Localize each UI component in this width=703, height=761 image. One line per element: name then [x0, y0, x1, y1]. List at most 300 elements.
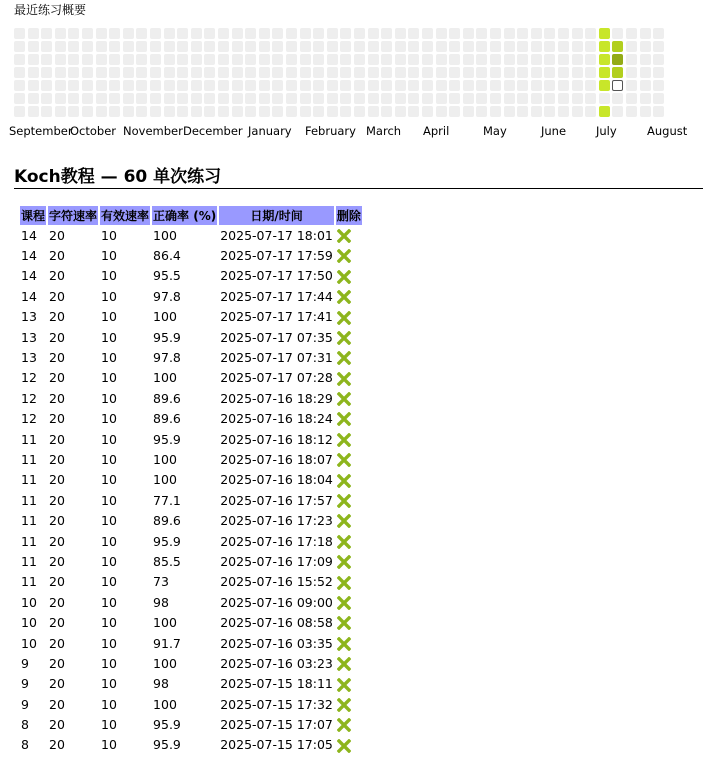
heatmap-day: [272, 106, 283, 117]
heatmap-day: [232, 106, 243, 117]
heatmap-day: [123, 67, 134, 78]
delete-x-icon[interactable]: [337, 453, 351, 467]
table-row: [20, 714, 362, 734]
heatmap-day: [531, 28, 542, 39]
heatmap-day: [395, 106, 406, 117]
heatmap-day: [96, 80, 107, 91]
heatmap-day: [68, 93, 79, 104]
delete-x-icon[interactable]: [337, 433, 351, 447]
heatmap-day: [408, 106, 419, 117]
cell-effective-speed: 10: [101, 370, 117, 386]
heatmap-day: [490, 54, 501, 65]
delete-x-icon[interactable]: [337, 657, 351, 671]
heatmap-day: [517, 93, 528, 104]
cell-char-speed: 20: [49, 451, 65, 467]
heatmap-day: [368, 67, 379, 78]
cell-lesson: 12: [21, 411, 37, 427]
cell-accuracy: 98: [153, 594, 169, 610]
heatmap-day: [368, 106, 379, 117]
heatmap-day: [313, 93, 324, 104]
heatmap-day: [585, 93, 596, 104]
heatmap-day: [68, 41, 79, 52]
heatmap-day: [517, 28, 528, 39]
cell-lesson: 11: [21, 574, 37, 590]
heatmap-day: [449, 67, 460, 78]
heatmap-day: [28, 28, 39, 39]
heatmap-day: [640, 106, 651, 117]
cell-effective-speed: 10: [101, 615, 117, 631]
heatmap-day: [422, 41, 433, 52]
heatmap-day: [218, 41, 229, 52]
heatmap-day: [626, 41, 637, 52]
heatmap-day: [504, 41, 515, 52]
delete-x-icon[interactable]: [337, 270, 351, 284]
cell-char-speed: 20: [49, 431, 65, 447]
month-label: October: [70, 124, 117, 138]
heatmap-day: [476, 28, 487, 39]
heatmap-day: [517, 41, 528, 52]
cell-accuracy: 95.9: [153, 533, 181, 549]
cell-char-speed: 20: [49, 696, 65, 712]
heatmap-day: [14, 28, 25, 39]
delete-x-icon[interactable]: [337, 637, 351, 651]
cell-char-speed: 20: [49, 350, 65, 366]
heatmap-day: [245, 93, 256, 104]
heatmap-day: [490, 41, 501, 52]
cell-accuracy: 95.5: [153, 268, 181, 284]
heatmap-day: [626, 67, 637, 78]
heatmap-day: [28, 106, 39, 117]
heatmap-day: [558, 106, 569, 117]
heatmap-day: [164, 41, 175, 52]
heatmap-day: [640, 67, 651, 78]
cell-effective-speed: 10: [101, 451, 117, 467]
delete-x-icon[interactable]: [337, 290, 351, 304]
heatmap-day: [653, 41, 664, 52]
cell-accuracy: 89.6: [153, 411, 181, 427]
cell-accuracy: 77.1: [153, 492, 181, 508]
heatmap-day: [41, 28, 52, 39]
delete-x-icon[interactable]: [337, 698, 351, 712]
heatmap-day: [68, 54, 79, 65]
table-row: [20, 388, 362, 408]
table-row: [20, 470, 362, 490]
delete-x-icon[interactable]: [337, 372, 351, 386]
cell-datetime: 2025-07-16 08:58: [220, 615, 333, 631]
delete-cell: [336, 347, 362, 367]
table-header-row: [20, 206, 362, 225]
heatmap-day: [245, 80, 256, 91]
heatmap-day: [354, 54, 365, 65]
heatmap-day: [422, 67, 433, 78]
cell-accuracy: 97.8: [153, 350, 181, 366]
heatmap-day: [259, 106, 270, 117]
heatmap-day: [272, 67, 283, 78]
delete-x-icon[interactable]: [337, 392, 351, 406]
heatmap-day: [96, 67, 107, 78]
practice-summary-title: 最近练习概要: [14, 3, 87, 17]
cell-datetime: 2025-07-17 07:28: [220, 370, 333, 386]
delete-x-icon[interactable]: [337, 249, 351, 263]
heatmap-day: [640, 80, 651, 91]
heatmap-day: [354, 67, 365, 78]
heatmap-day: [585, 28, 596, 39]
cell-char-speed: 20: [49, 248, 65, 264]
heatmap-day: [300, 41, 311, 52]
cell-effective-speed: 10: [101, 594, 117, 610]
heatmap-day: [653, 54, 664, 65]
cell-accuracy: 73: [153, 574, 169, 590]
heatmap-day-active: [612, 54, 623, 65]
heatmap-day: [300, 28, 311, 39]
heatmap-day: [395, 67, 406, 78]
cell-char-speed: 20: [49, 288, 65, 304]
heatmap-month-labels: [0, 124, 703, 140]
practice-log-table: [18, 206, 364, 755]
table-row: [20, 245, 362, 265]
heatmap-day-active: [599, 106, 610, 117]
cell-accuracy: 100: [153, 451, 177, 467]
heatmap-day: [463, 93, 474, 104]
heatmap-day: [204, 28, 215, 39]
heatmap-day: [123, 106, 134, 117]
delete-cell: [336, 368, 362, 388]
delete-x-icon[interactable]: [337, 412, 351, 426]
heatmap-day: [82, 41, 93, 52]
delete-cell: [336, 449, 362, 469]
heatmap-day: [164, 106, 175, 117]
heatmap-day: [136, 54, 147, 65]
heatmap-day: [191, 93, 202, 104]
month-label: May: [483, 124, 507, 138]
delete-cell: [336, 714, 362, 734]
heatmap-day: [381, 54, 392, 65]
delete-x-icon[interactable]: [337, 718, 351, 732]
cell-lesson: 14: [21, 227, 37, 243]
heatmap-day: [490, 106, 501, 117]
heatmap-day: [313, 41, 324, 52]
heatmap-day: [408, 93, 419, 104]
heatmap-day: [463, 28, 474, 39]
header-datetime: 日期/时间: [219, 206, 334, 225]
heatmap-day: [408, 28, 419, 39]
cell-effective-speed: 10: [101, 717, 117, 733]
heatmap-day: [245, 67, 256, 78]
heatmap-day: [422, 28, 433, 39]
delete-x-icon[interactable]: [337, 555, 351, 569]
heatmap-day: [164, 80, 175, 91]
cell-accuracy: 97.8: [153, 288, 181, 304]
delete-x-icon[interactable]: [337, 494, 351, 508]
heatmap-day: [150, 28, 161, 39]
heatmap-day: [96, 41, 107, 52]
cell-datetime: 2025-07-16 17:09: [220, 553, 333, 569]
cell-char-speed: 20: [49, 227, 65, 243]
table-row: [20, 307, 362, 327]
delete-x-icon[interactable]: [337, 596, 351, 610]
table-row: [20, 368, 362, 388]
month-label: February: [305, 124, 356, 138]
heatmap-day: [259, 67, 270, 78]
heatmap-day: [449, 28, 460, 39]
heatmap-day: [232, 54, 243, 65]
heatmap-day: [544, 80, 555, 91]
heatmap-day: [14, 67, 25, 78]
heatmap-day: [572, 41, 583, 52]
heatmap-day: [381, 41, 392, 52]
heatmap-day: [245, 41, 256, 52]
heatmap-day: [82, 67, 93, 78]
heatmap-day: [612, 106, 623, 117]
heatmap-day: [109, 80, 120, 91]
heatmap-day: [422, 54, 433, 65]
heatmap-day: [177, 67, 188, 78]
delete-x-icon[interactable]: [337, 474, 351, 488]
heatmap-day: [41, 93, 52, 104]
cell-effective-speed: 10: [101, 676, 117, 692]
delete-x-icon[interactable]: [337, 311, 351, 325]
heatmap-day: [204, 41, 215, 52]
heatmap-day: [340, 28, 351, 39]
heatmap-day: [55, 80, 66, 91]
heatmap-day: [14, 41, 25, 52]
heatmap-day: [123, 93, 134, 104]
heatmap-day: [191, 80, 202, 91]
heatmap-day: [55, 106, 66, 117]
cell-lesson: 11: [21, 492, 37, 508]
cell-effective-speed: 10: [101, 350, 117, 366]
cell-char-speed: 20: [49, 737, 65, 753]
delete-x-icon[interactable]: [337, 351, 351, 365]
cell-effective-speed: 10: [101, 533, 117, 549]
delete-cell: [336, 266, 362, 286]
heatmap-day: [28, 54, 39, 65]
cell-effective-speed: 10: [101, 288, 117, 304]
heatmap-day: [41, 106, 52, 117]
delete-cell: [336, 510, 362, 530]
cell-datetime: 2025-07-16 17:23: [220, 513, 333, 529]
cell-effective-speed: 10: [101, 390, 117, 406]
cell-datetime: 2025-07-17 17:44: [220, 288, 333, 304]
heatmap-day: [626, 28, 637, 39]
heatmap-day: [245, 28, 256, 39]
heatmap-day: [395, 28, 406, 39]
delete-cell: [336, 531, 362, 551]
cell-datetime: 2025-07-16 18:07: [220, 451, 333, 467]
heatmap-day: [626, 106, 637, 117]
table-row: [20, 735, 362, 755]
delete-x-icon[interactable]: [337, 535, 351, 549]
heatmap-day: [204, 93, 215, 104]
delete-x-icon[interactable]: [337, 229, 351, 243]
delete-x-icon[interactable]: [337, 678, 351, 692]
heatmap-day: [55, 93, 66, 104]
heatmap-day: [14, 80, 25, 91]
heatmap-day: [232, 28, 243, 39]
heatmap-day: [368, 41, 379, 52]
heatmap-day: [218, 80, 229, 91]
heatmap-day: [381, 67, 392, 78]
heatmap-day: [82, 54, 93, 65]
cell-char-speed: 20: [49, 717, 65, 733]
heatmap-day: [531, 106, 542, 117]
heatmap-day: [123, 54, 134, 65]
heatmap-day: [517, 80, 528, 91]
cell-accuracy: 100: [153, 309, 177, 325]
cell-char-speed: 20: [49, 553, 65, 569]
heatmap-day: [232, 67, 243, 78]
cell-effective-speed: 10: [101, 431, 117, 447]
heatmap-day: [41, 41, 52, 52]
delete-x-icon[interactable]: [337, 331, 351, 345]
header-lesson: 课程: [20, 206, 46, 225]
cell-datetime: 2025-07-16 18:04: [220, 472, 333, 488]
heatmap-day: [544, 28, 555, 39]
heatmap-day: [544, 41, 555, 52]
heatmap-day: [381, 106, 392, 117]
heatmap-day: [218, 67, 229, 78]
cell-datetime: 2025-07-17 18:01: [220, 227, 333, 243]
cell-lesson: 13: [21, 350, 37, 366]
cell-accuracy: 95.9: [153, 717, 181, 733]
delete-cell: [336, 409, 362, 429]
heatmap-day: [436, 41, 447, 52]
cell-datetime: 2025-07-15 17:32: [220, 696, 333, 712]
heatmap-day: [41, 80, 52, 91]
heatmap-day: [354, 106, 365, 117]
heatmap-day: [300, 54, 311, 65]
cell-char-speed: 20: [49, 268, 65, 284]
heatmap-day: [395, 93, 406, 104]
heatmap-day: [327, 106, 338, 117]
delete-cell: [336, 286, 362, 306]
table-row: [20, 429, 362, 449]
heatmap-day: [164, 54, 175, 65]
table-row: [20, 653, 362, 673]
heatmap-day: [109, 54, 120, 65]
heatmap-day: [463, 54, 474, 65]
heatmap-day: [177, 54, 188, 65]
table-row: [20, 592, 362, 612]
heatmap-day: [544, 54, 555, 65]
table-row: [20, 612, 362, 632]
heatmap-day: [259, 93, 270, 104]
heatmap-day: [136, 80, 147, 91]
delete-x-icon[interactable]: [337, 514, 351, 528]
heatmap-day: [218, 106, 229, 117]
heatmap-day: [422, 106, 433, 117]
heatmap-day: [653, 80, 664, 91]
heatmap-day: [354, 28, 365, 39]
delete-cell: [336, 694, 362, 714]
delete-x-icon[interactable]: [337, 739, 351, 753]
practice-heatmap: [14, 28, 703, 120]
cell-lesson: 9: [21, 696, 29, 712]
heatmap-day: [313, 67, 324, 78]
cell-datetime: 2025-07-17 07:31: [220, 350, 333, 366]
cell-effective-speed: 10: [101, 737, 117, 753]
heatmap-day: [476, 106, 487, 117]
heatmap-day-active: [599, 41, 610, 52]
delete-cell: [336, 490, 362, 510]
heatmap-day: [463, 41, 474, 52]
heatmap-day: [82, 93, 93, 104]
heatmap-day: [558, 67, 569, 78]
table-row: [20, 490, 362, 510]
month-label: January: [248, 124, 292, 138]
delete-x-icon[interactable]: [337, 576, 351, 590]
cell-char-speed: 20: [49, 635, 65, 651]
table-row: [20, 225, 362, 245]
delete-cell: [336, 592, 362, 612]
heatmap-day: [109, 93, 120, 104]
heatmap-day: [653, 67, 664, 78]
delete-cell: [336, 551, 362, 571]
heatmap-day: [14, 106, 25, 117]
heatmap-day-active: [599, 67, 610, 78]
delete-cell: [336, 429, 362, 449]
heatmap-day: [544, 67, 555, 78]
heatmap-day: [463, 67, 474, 78]
heatmap-day-active: [599, 80, 610, 91]
heatmap-day: [313, 106, 324, 117]
heatmap-day: [232, 93, 243, 104]
heatmap-day: [368, 80, 379, 91]
heatmap-day-active: [599, 28, 610, 39]
cell-effective-speed: 10: [101, 227, 117, 243]
heatmap-day: [340, 67, 351, 78]
heatmap-day: [123, 41, 134, 52]
heatmap-day: [408, 80, 419, 91]
delete-cell: [336, 735, 362, 755]
cell-lesson: 11: [21, 431, 37, 447]
cell-accuracy: 91.7: [153, 635, 181, 651]
cell-lesson: 10: [21, 594, 37, 610]
heatmap-day: [68, 67, 79, 78]
heatmap-day: [504, 106, 515, 117]
month-label: November: [123, 124, 183, 138]
heatmap-day: [626, 80, 637, 91]
cell-effective-speed: 10: [101, 635, 117, 651]
heatmap-day: [259, 54, 270, 65]
cell-char-speed: 20: [49, 513, 65, 529]
heatmap-day: [28, 93, 39, 104]
heatmap-day: [395, 54, 406, 65]
heatmap-day: [286, 54, 297, 65]
table-row: [20, 531, 362, 551]
cell-lesson: 14: [21, 248, 37, 264]
delete-x-icon[interactable]: [337, 616, 351, 630]
heatmap-day: [150, 54, 161, 65]
table-row: [20, 572, 362, 592]
cell-accuracy: 100: [153, 655, 177, 671]
heatmap-day: [436, 67, 447, 78]
delete-cell: [336, 225, 362, 245]
cell-datetime: 2025-07-16 18:29: [220, 390, 333, 406]
heatmap-day: [340, 41, 351, 52]
heatmap-day: [463, 106, 474, 117]
heatmap-day: [640, 41, 651, 52]
heatmap-day: [572, 28, 583, 39]
cell-accuracy: 85.5: [153, 553, 181, 569]
heatmap-day: [164, 93, 175, 104]
heatmap-day: [340, 80, 351, 91]
heatmap-day: [653, 93, 664, 104]
heatmap-day: [259, 28, 270, 39]
cell-datetime: 2025-07-16 17:18: [220, 533, 333, 549]
heatmap-day: [286, 28, 297, 39]
heatmap-day: [191, 106, 202, 117]
